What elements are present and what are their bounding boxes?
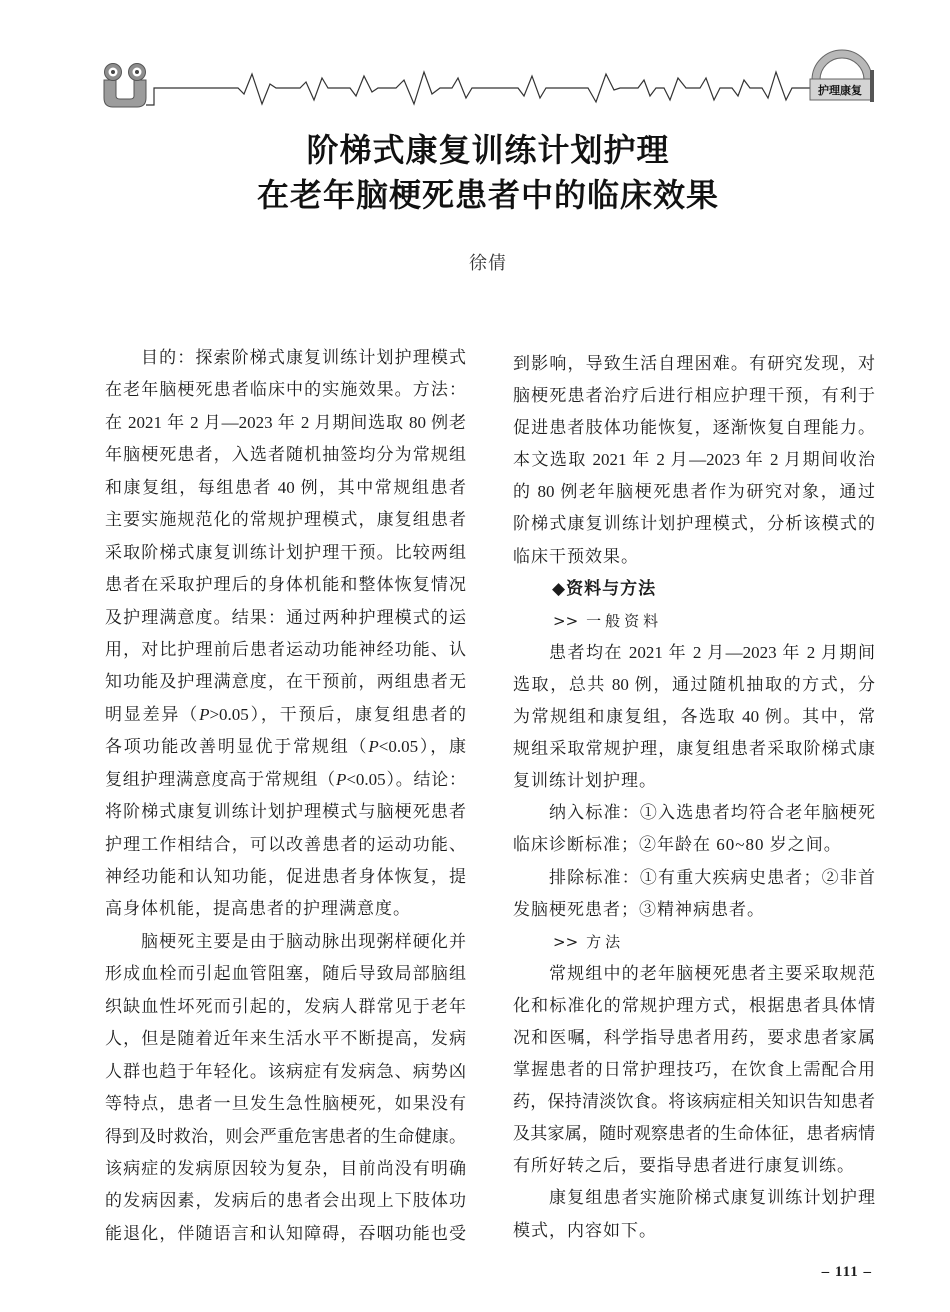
- intro-line: 形成血栓而引起血管阻塞，随后导致局部脑组: [105, 964, 466, 984]
- text-segment: 各项功能改善明显优于常规组（: [105, 737, 369, 757]
- abstract-line: 知功能及护理满意度，在干预前，两组患者无: [105, 672, 466, 692]
- general-info-line: 为常规组和康复组，各选取 40 例。其中，常: [513, 707, 875, 727]
- intro-line: 临床干预效果。: [513, 546, 639, 566]
- logo-left-eye-pupil: [111, 70, 115, 74]
- subsection-label: 方法: [586, 932, 625, 951]
- intro-line: 得到及时救治，则会严重危害患者的生命健康。: [105, 1126, 466, 1146]
- subsection-heading-method: [513, 926, 875, 958]
- p-value-symbol: P: [199, 704, 210, 724]
- intro-line: 人群也趋于年轻化。该病症有发病急、病势凶: [105, 1061, 466, 1081]
- section-label-shadow: [870, 70, 874, 102]
- subsection-marker: >>: [553, 611, 579, 630]
- right-column: [513, 348, 875, 1247]
- intro-paragraph: [105, 926, 466, 1250]
- section-label: 护理康复: [818, 84, 862, 97]
- logo-u-shape: [104, 80, 146, 107]
- conventional-care-paragraph: [513, 958, 875, 1183]
- abstract-line: 在 2021 年 2 月—2023 年 2 月期间选取 80 例老: [105, 412, 466, 432]
- conventional-care-line: 况和医嘱，科学指导患者用药，要求患者家属: [513, 1027, 875, 1047]
- intro-line: 能退化，伴随语言和认知障碍，吞咽功能也受: [105, 1223, 466, 1243]
- abstract-line: 护理工作相结合，可以改善患者的运动功能、: [105, 834, 466, 854]
- general-info-paragraph: [513, 637, 875, 797]
- abstract-line: 和康复组，每组患者 40 例，其中常规组患者: [105, 477, 466, 497]
- intro-line: 脑梗死主要是由于脑动脉出现粥样硬化并: [141, 931, 466, 951]
- abstract-line: 高身体机能，提高患者的护理满意度。: [105, 899, 411, 919]
- conventional-care-line: 化和标准化的常规护理方式，根据患者具体情: [513, 995, 875, 1015]
- exclusion-line: 排除标准：①有重大疾病史患者；②非首: [549, 867, 875, 887]
- abstract-line: [105, 764, 466, 796]
- text-segment: 复组护理满意度高于常规组（: [105, 769, 336, 789]
- title-line: 阶梯式康复训练计划护理: [306, 131, 670, 169]
- intro-paragraph-continued: [513, 348, 875, 573]
- abstract-line: [105, 731, 466, 763]
- left-column: [105, 342, 466, 1250]
- p-value-symbol: P: [335, 769, 347, 789]
- header-banner: [0, 0, 950, 120]
- rehab-care-line: 模式，内容如下。: [513, 1220, 657, 1240]
- subsection-heading-general: [513, 605, 875, 637]
- abstract-line: 及护理满意度。结果：通过两种护理模式的运: [105, 607, 466, 627]
- text-segment: <0.05）。结论：: [346, 769, 467, 789]
- intro-line: 促进患者肢体功能恢复，逐渐恢复自理能力。: [513, 418, 875, 438]
- abstract-paragraph: [105, 342, 466, 926]
- arch-icon: [810, 50, 874, 102]
- subsection-label: 一般资料: [586, 611, 663, 630]
- general-info-line: 选取，总共 80 例，通过随机抽取的方式，分: [513, 674, 875, 694]
- conventional-care-line: 及其家属，随时观察患者的生命体征，患者病情: [513, 1124, 875, 1144]
- conventional-care-line: 有所好转之后，要指导患者进行康复训练。: [513, 1156, 855, 1176]
- abstract-line: 患者在采取护理后的身体机能和整体恢复情况: [105, 575, 466, 595]
- header-zigzag-rule: [146, 72, 810, 105]
- general-info-line: 复训练计划护理。: [513, 771, 657, 791]
- exclusion-line: 发脑梗死患者；③精神病患者。: [513, 899, 765, 919]
- intro-line: 脑梗死患者治疗后进行相应护理干预，有利于: [513, 386, 875, 406]
- inclusion-line: 临床诊断标准；②年龄在 60~80 岁之间。: [513, 835, 842, 855]
- intro-line: 到影响，导致生活自理困难。有研究发现，对: [513, 354, 875, 373]
- inclusion-line: 纳入标准：①入选患者均符合老年脑梗死: [549, 803, 875, 823]
- intro-line: 织缺血性坏死而引起的，发病人群常见于老年: [105, 996, 466, 1016]
- page-number: – 111 –: [821, 1264, 872, 1280]
- abstract-line: 采取阶梯式康复训练计划护理干预。比较两组: [105, 542, 466, 562]
- logo-right-eye-pupil: [135, 70, 139, 74]
- general-info-line: 患者均在 2021 年 2 月—2023 年 2 月期间: [549, 642, 875, 662]
- abstract-line: 目的：探索阶梯式康复训练计划护理模式: [141, 348, 466, 367]
- subsection-marker: >>: [553, 932, 579, 951]
- abstract-line: 神经功能和认知功能，促进患者身体恢复，提: [105, 867, 466, 886]
- conventional-care-line: 常规组中的老年脑梗死患者主要采取规范: [549, 963, 875, 983]
- abstract-line: 用，对比护理前后患者运动功能神经功能、认: [105, 639, 466, 659]
- abstract-line: 主要实施规范化的常规护理模式，康复组患者: [105, 510, 466, 530]
- intro-line: 的 80 例老年脑梗死患者作为研究对象，通过: [513, 482, 875, 502]
- intro-line: 该病症的发病原因较为复杂，目前尚没有明确: [105, 1158, 466, 1178]
- conventional-care-line: 掌握患者的日常护理技巧，在饮食上需配合用: [513, 1060, 875, 1080]
- general-info-line: 规组采取常规护理，康复组患者采取阶梯式康: [513, 739, 875, 759]
- author-name: 徐倩: [469, 253, 507, 274]
- rehab-care-line: 康复组患者实施阶梯式康复训练计划护理: [549, 1188, 875, 1208]
- intro-line: 的发病因素，发病后的患者会出现上下肢体功: [105, 1191, 466, 1211]
- text-segment: 明显差异（: [105, 704, 200, 724]
- title-line: 在老年脑梗死患者中的临床效果: [256, 176, 719, 214]
- article-title: [26, 128, 950, 218]
- abstract-line: 年脑梗死患者，入选者随机抽签均分为常规组: [105, 445, 466, 465]
- text-segment: >0.05），干预后，康复组患者的: [209, 704, 467, 724]
- intro-line: 人，但是随着近年来生活水平不断提高，发病: [105, 1029, 466, 1049]
- section-heading-materials-methods: ◆资料与方法: [552, 578, 657, 599]
- inclusion-criteria-paragraph: [513, 797, 875, 861]
- intro-line: 等特点，患者一旦发生急性脑梗死，如果没有: [105, 1094, 466, 1114]
- intro-line: 阶梯式康复训练计划护理模式，分析该模式的: [513, 514, 875, 534]
- glasses-u-logo-icon: [104, 64, 146, 108]
- rehab-care-paragraph: [513, 1182, 875, 1246]
- p-value-symbol: P: [368, 737, 379, 757]
- abstract-line: 在老年脑梗死患者临床中的实施效果。方法：: [105, 380, 466, 400]
- abstract-line: 将阶梯式康复训练计划护理模式与脑梗死患者: [105, 802, 466, 822]
- text-segment: <0.05），康: [378, 737, 467, 757]
- conventional-care-line: 药，保持清淡饮食。将该病症相关知识告知患者: [513, 1092, 875, 1112]
- exclusion-criteria-paragraph: [513, 862, 875, 926]
- abstract-line: [105, 699, 466, 731]
- intro-line: 本文选取 2021 年 2 月—2023 年 2 月期间收治: [513, 450, 875, 470]
